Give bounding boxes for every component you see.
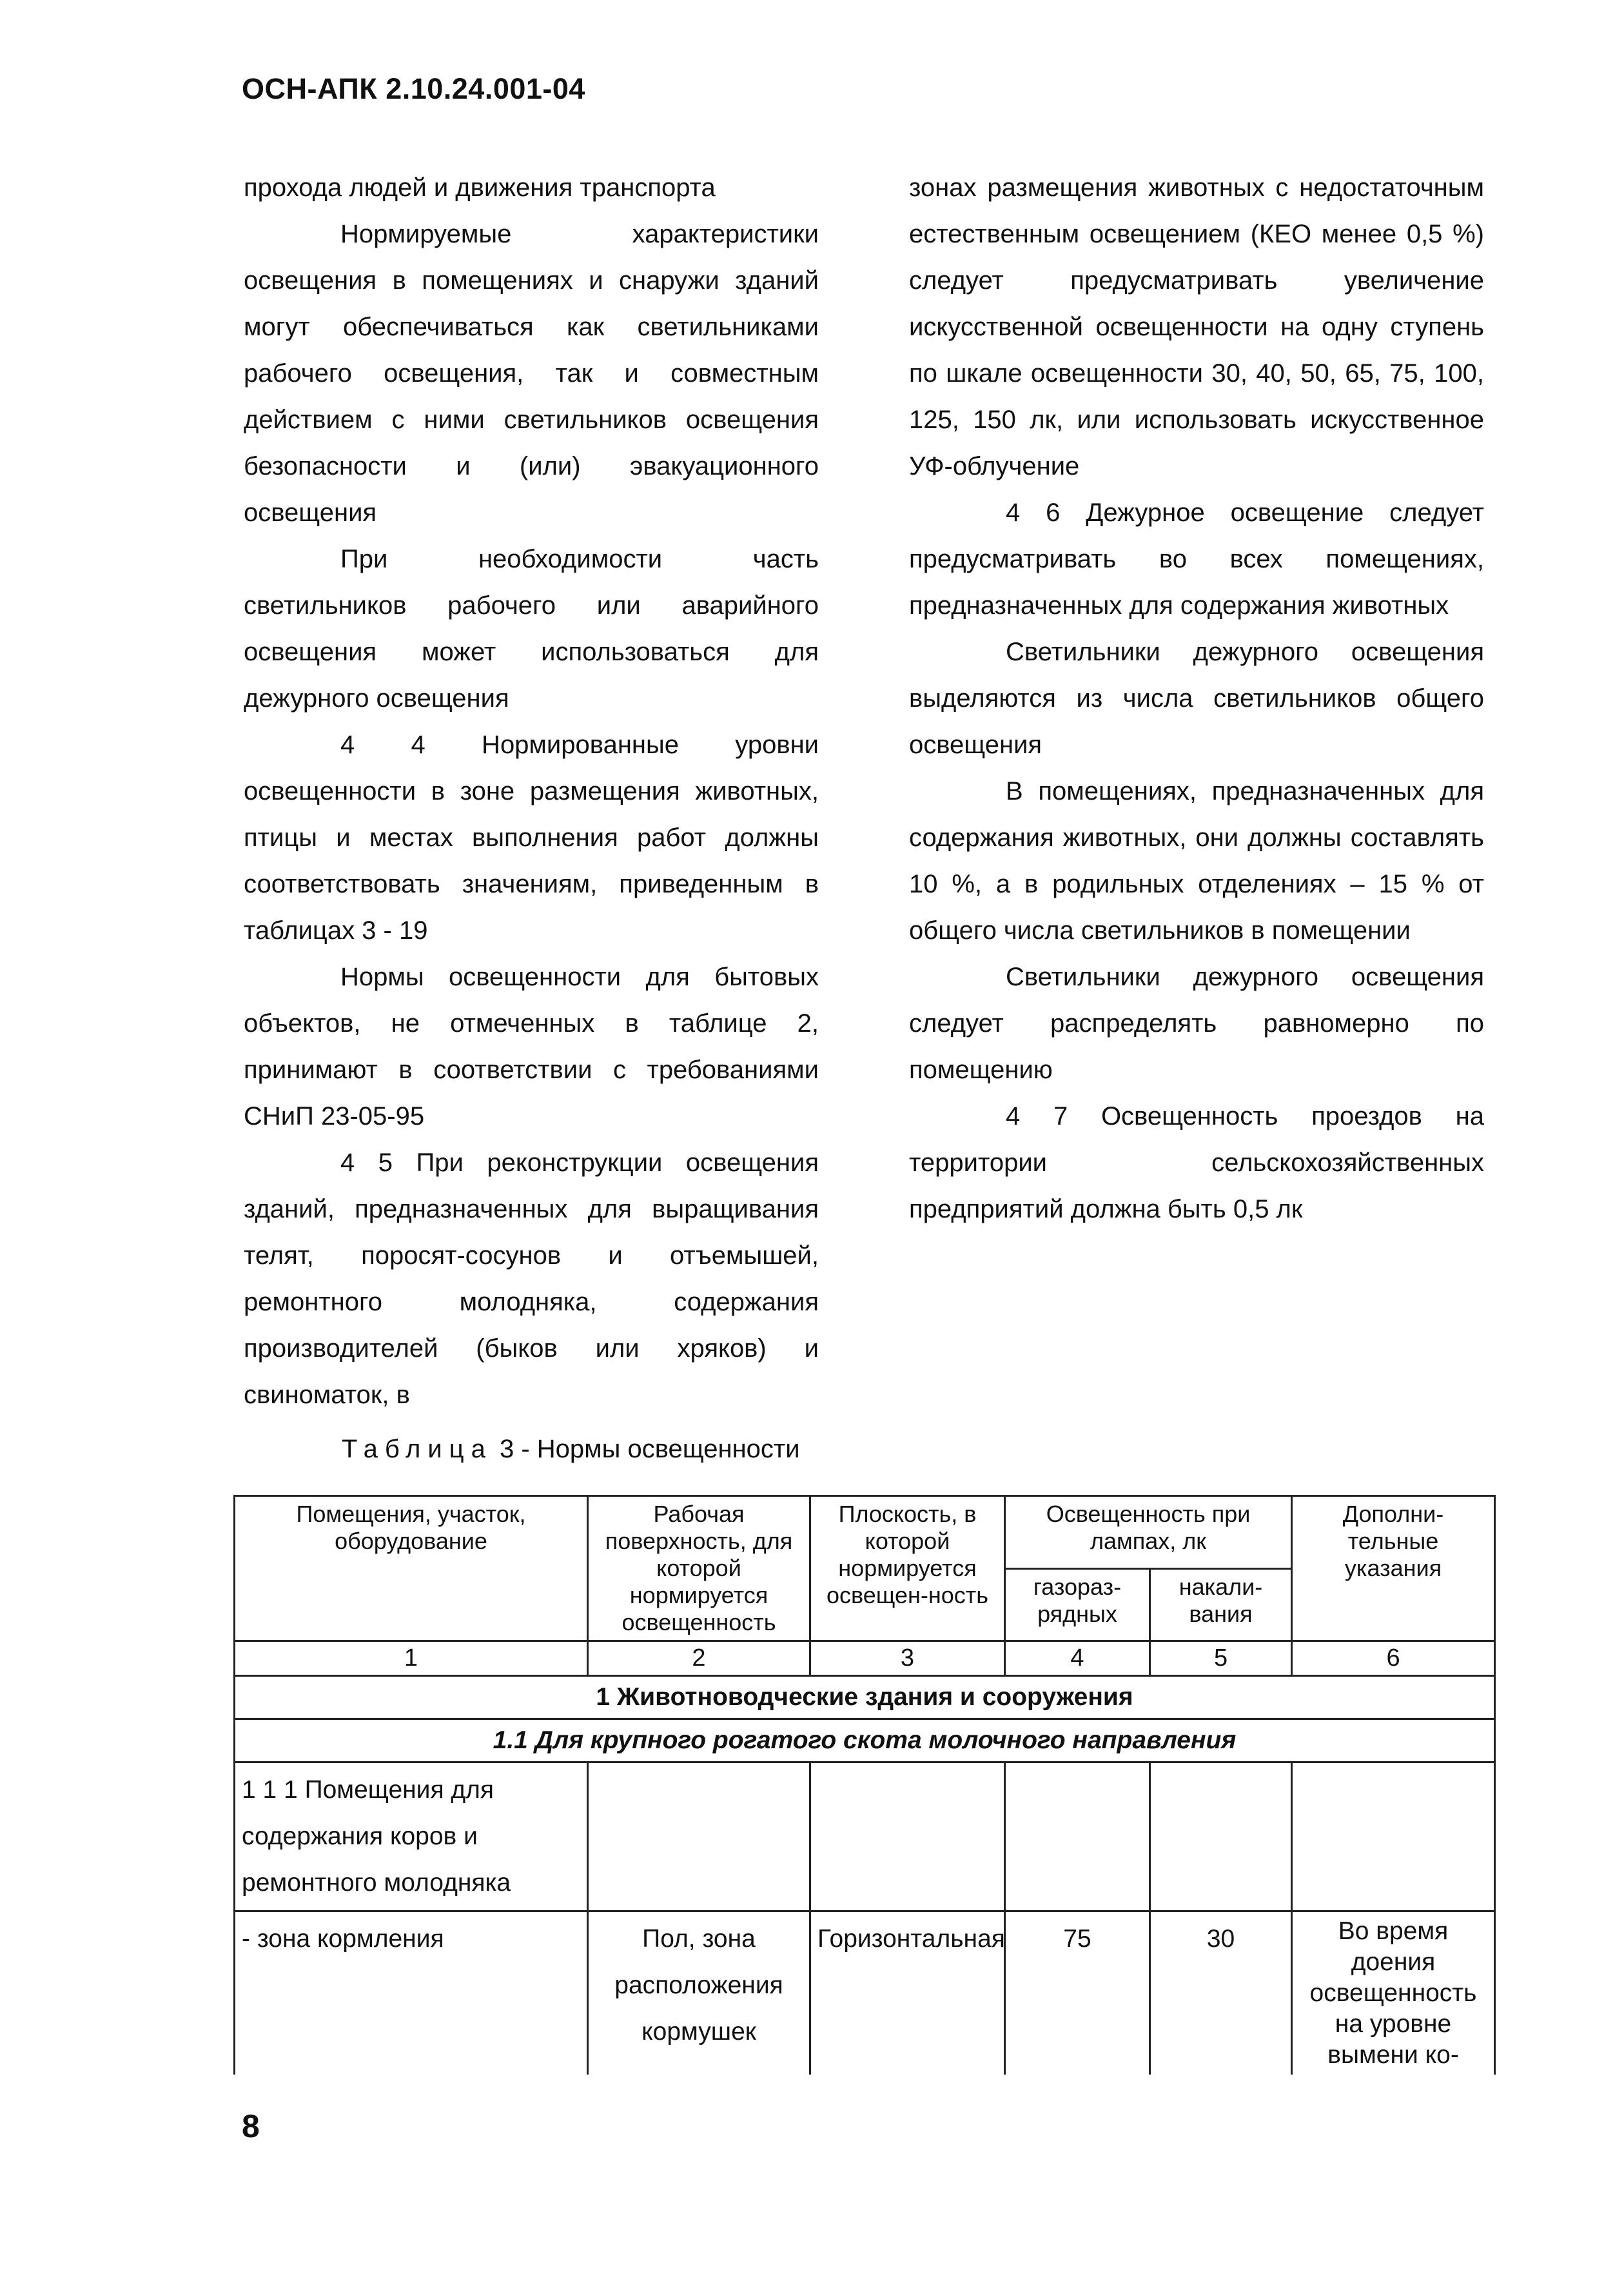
section-row [235, 1676, 1495, 1719]
header-plane: Плоскость, в которой нормируется освещен-ность [810, 1496, 1005, 1641]
work-surface-cell: Пол, зона расположения кормушек [588, 1911, 810, 2075]
document-code-header: ОСН-АПК 2.10.24.001-04 [242, 72, 585, 105]
column-number: 3 [810, 1641, 1005, 1676]
empty-cell [1150, 1762, 1292, 1911]
illumination-norms-table [233, 1495, 1496, 2075]
column-number: 1 [235, 1641, 588, 1676]
empty-cell [1292, 1762, 1495, 1911]
header-incandescent: накали-вания [1150, 1568, 1292, 1641]
paragraph: прохода людей и движения транспорта [244, 173, 716, 202]
right-text-column [909, 164, 1484, 1232]
table-caption-label: Таблица [342, 1435, 493, 1463]
column-number: 2 [588, 1641, 810, 1676]
paragraph: При необходимости часть светильников рабочего или аварийного освещения может использоваться для дежурного освещения [244, 545, 819, 713]
paragraph: 4 6 Дежурное освещение следует предусматривать во всех помещениях, предназначенных для содержания животных [909, 498, 1484, 620]
plane-cell: Горизонтальная [810, 1911, 1005, 2075]
header-notes: Дополни-тельные указания [1292, 1496, 1495, 1641]
paragraph: 4 4 Нормированные уровни освещенности в зоне размещения животных, птицы и местах выполнения работ должны соответствовать значениям, приведенным в таблицах 3 - 19 [244, 731, 819, 945]
subsection-row [235, 1719, 1495, 1762]
column-number: 5 [1150, 1641, 1292, 1676]
empty-cell [810, 1762, 1005, 1911]
table-caption [342, 1435, 800, 1464]
table-row [235, 1762, 1495, 1911]
table-row [235, 1911, 1495, 2075]
table-caption-title: 3 - Нормы освещенности [499, 1435, 800, 1463]
column-numbers-row [235, 1641, 1495, 1676]
empty-cell [1005, 1762, 1150, 1911]
column-number: 4 [1005, 1641, 1150, 1676]
header-work-surface: Рабочая поверхность, для которой нормируется освещенность [588, 1496, 810, 1641]
paragraph: Нормируемые характеристики освещения в помещениях и снаружи зданий могут обеспечиваться как светильниками рабочего освещения, так и совместным действием с ними светильников освещения безопасности и (или) эвакуационного освещения [244, 220, 819, 527]
section-title: 1 Животноводческие здания и сооружения [235, 1676, 1495, 1719]
room-name-cell: 1 1 1 Помещения для содержания коров и ремонтного молодняка [235, 1762, 588, 1911]
subsection-title: 1.1 Для крупного рогатого скота молочного направления [235, 1719, 1495, 1762]
page-number: 8 [242, 2108, 260, 2144]
column-number: 6 [1292, 1641, 1495, 1676]
notes-cell: Во время доения освещенность на уровне вымени ко- [1292, 1911, 1495, 2075]
room-name-cell: - зона кормления [235, 1911, 588, 2075]
table-header-row [235, 1496, 1495, 1569]
paragraph: Нормы освещенности для бытовых объектов, не отмеченных в таблице 2, принимают в соответствии с требованиями СНиП 23-05-95 [244, 963, 819, 1130]
paragraph: 4 5 При реконструкции освещения зданий, предназначенных для выращивания телят, поросят-сосунов и отъемышей, ремонтного молодняка, содержания производителей (быков или хряков) и свиноматок, в [244, 1149, 819, 1409]
paragraph: 4 7 Освещенность проездов на территории сельскохозяйственных предприятий должна быть 0,5 лк [909, 1102, 1484, 1223]
header-room: Помещения, участок, оборудование [235, 1496, 588, 1641]
gas-discharge-value: 75 [1005, 1911, 1150, 2075]
empty-cell [588, 1762, 810, 1911]
left-text-column [244, 164, 819, 1418]
incandescent-value: 30 [1150, 1911, 1292, 2075]
paragraph: В помещениях, предназначенных для содержания животных, они должны составлять 10 %, а в родильных отделениях – 15 % от общего числа светильников в помещении [909, 777, 1484, 945]
paragraph: зонах размещения животных с недостаточным естественным освещением (КЕО менее 0,5 %) следует предусматривать увеличение искусственной освещенности на одну ступень по шкале освещенности 30, 40, 50, 65, 75, 100, 125, 150 лк, или использовать искусственное УФ-облучение [909, 173, 1484, 480]
paragraph: Светильники дежурного освещения выделяются из числа светильников общего освещения [909, 638, 1484, 759]
header-illuminance: Освещенность при лампах, лк [1005, 1496, 1292, 1569]
paragraph: Светильники дежурного освещения следует распределять равномерно по помещению [909, 963, 1484, 1084]
header-gas-discharge: газораз-рядных [1005, 1568, 1150, 1641]
